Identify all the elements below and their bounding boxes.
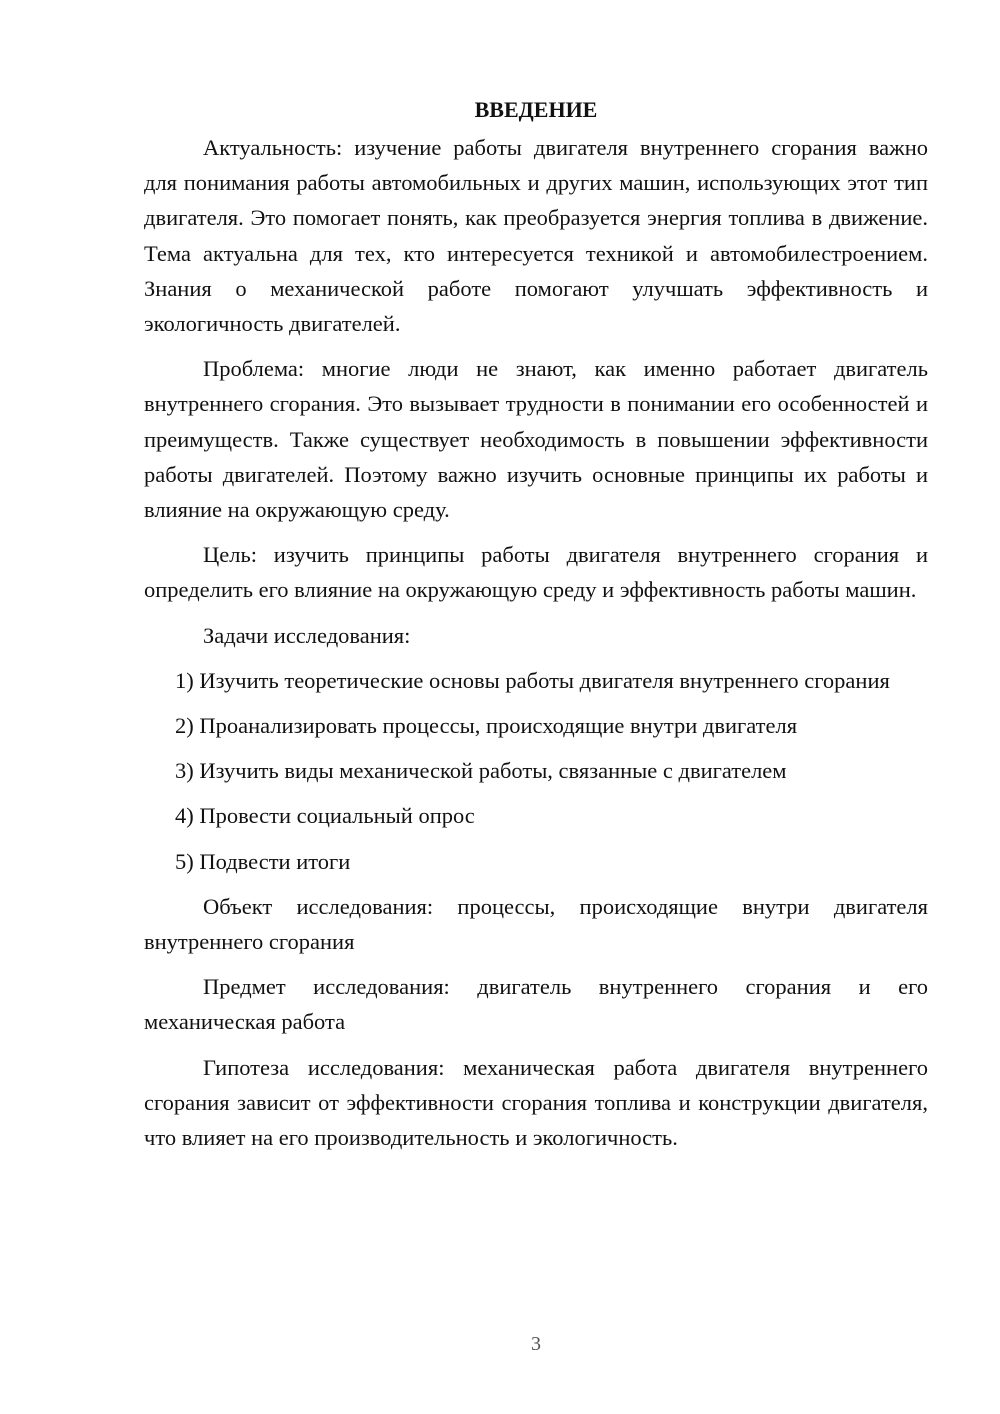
paragraph-tasks-title: Задачи исследования:: [203, 622, 411, 648]
paragraph-object: Объект исследования: процессы, происходящие внутри двигателя внутреннего сгорания: [144, 893, 928, 955]
paragraph-hypothesis: Гипотеза исследования: механическая работа двигателя внутреннего сгорания зависит от эффективности сгорания топлива и конструкции двигателя, что влияет на его производительность и экологичность.: [144, 1054, 928, 1151]
paragraph-problem: Проблема: многие люди не знают, как именно работает двигатель внутреннего сгорания. Это вызывает трудности в понимании его особенностей и преимуществ. Также существует необходимость в повышении эффективности работы двигателей. Поэтому важно изучить основные принципы их работы и влияние на окружающую среду.: [144, 356, 928, 523]
page-content: [144, 92, 928, 1155]
paragraph-subject: Предмет исследования: двигатель внутреннего сгорания и его механическая работа: [144, 974, 928, 1035]
task-item-1: 1) Изучить теоретические основы работы двигателя внутреннего сгорания: [175, 667, 890, 693]
paragraph-relevance: Актуальность: изучение работы двигателя внутреннего сгорания важно для понимания работы автомобильных и других машин, использующих этот тип двигателя. Это помогает понять, как преобразуется энергия топлива в движение. Тема актуальна для тех, кто интересуется техникой и автомобилестроением. Знания о механической работе помогают улучшать эффективность и экологичность двигателей.: [144, 135, 928, 337]
task-item-3: 3) Изучить виды механической работы, связанные с двигателем: [175, 758, 787, 784]
task-item-5: 5) Подвести итоги: [175, 848, 351, 874]
paragraph-goal: Цель: изучить принципы работы двигателя внутреннего сгорания и определить его влияние на окружающую среду и эффективность работы машин.: [144, 542, 928, 603]
page-number: 3: [531, 1333, 541, 1355]
page-title: ВВЕДЕНИЕ: [474, 97, 598, 122]
task-item-2: 2) Проанализировать процессы, происходящие внутри двигателя: [175, 713, 798, 739]
task-item-4: 4) Провести социальный опрос: [175, 803, 475, 829]
